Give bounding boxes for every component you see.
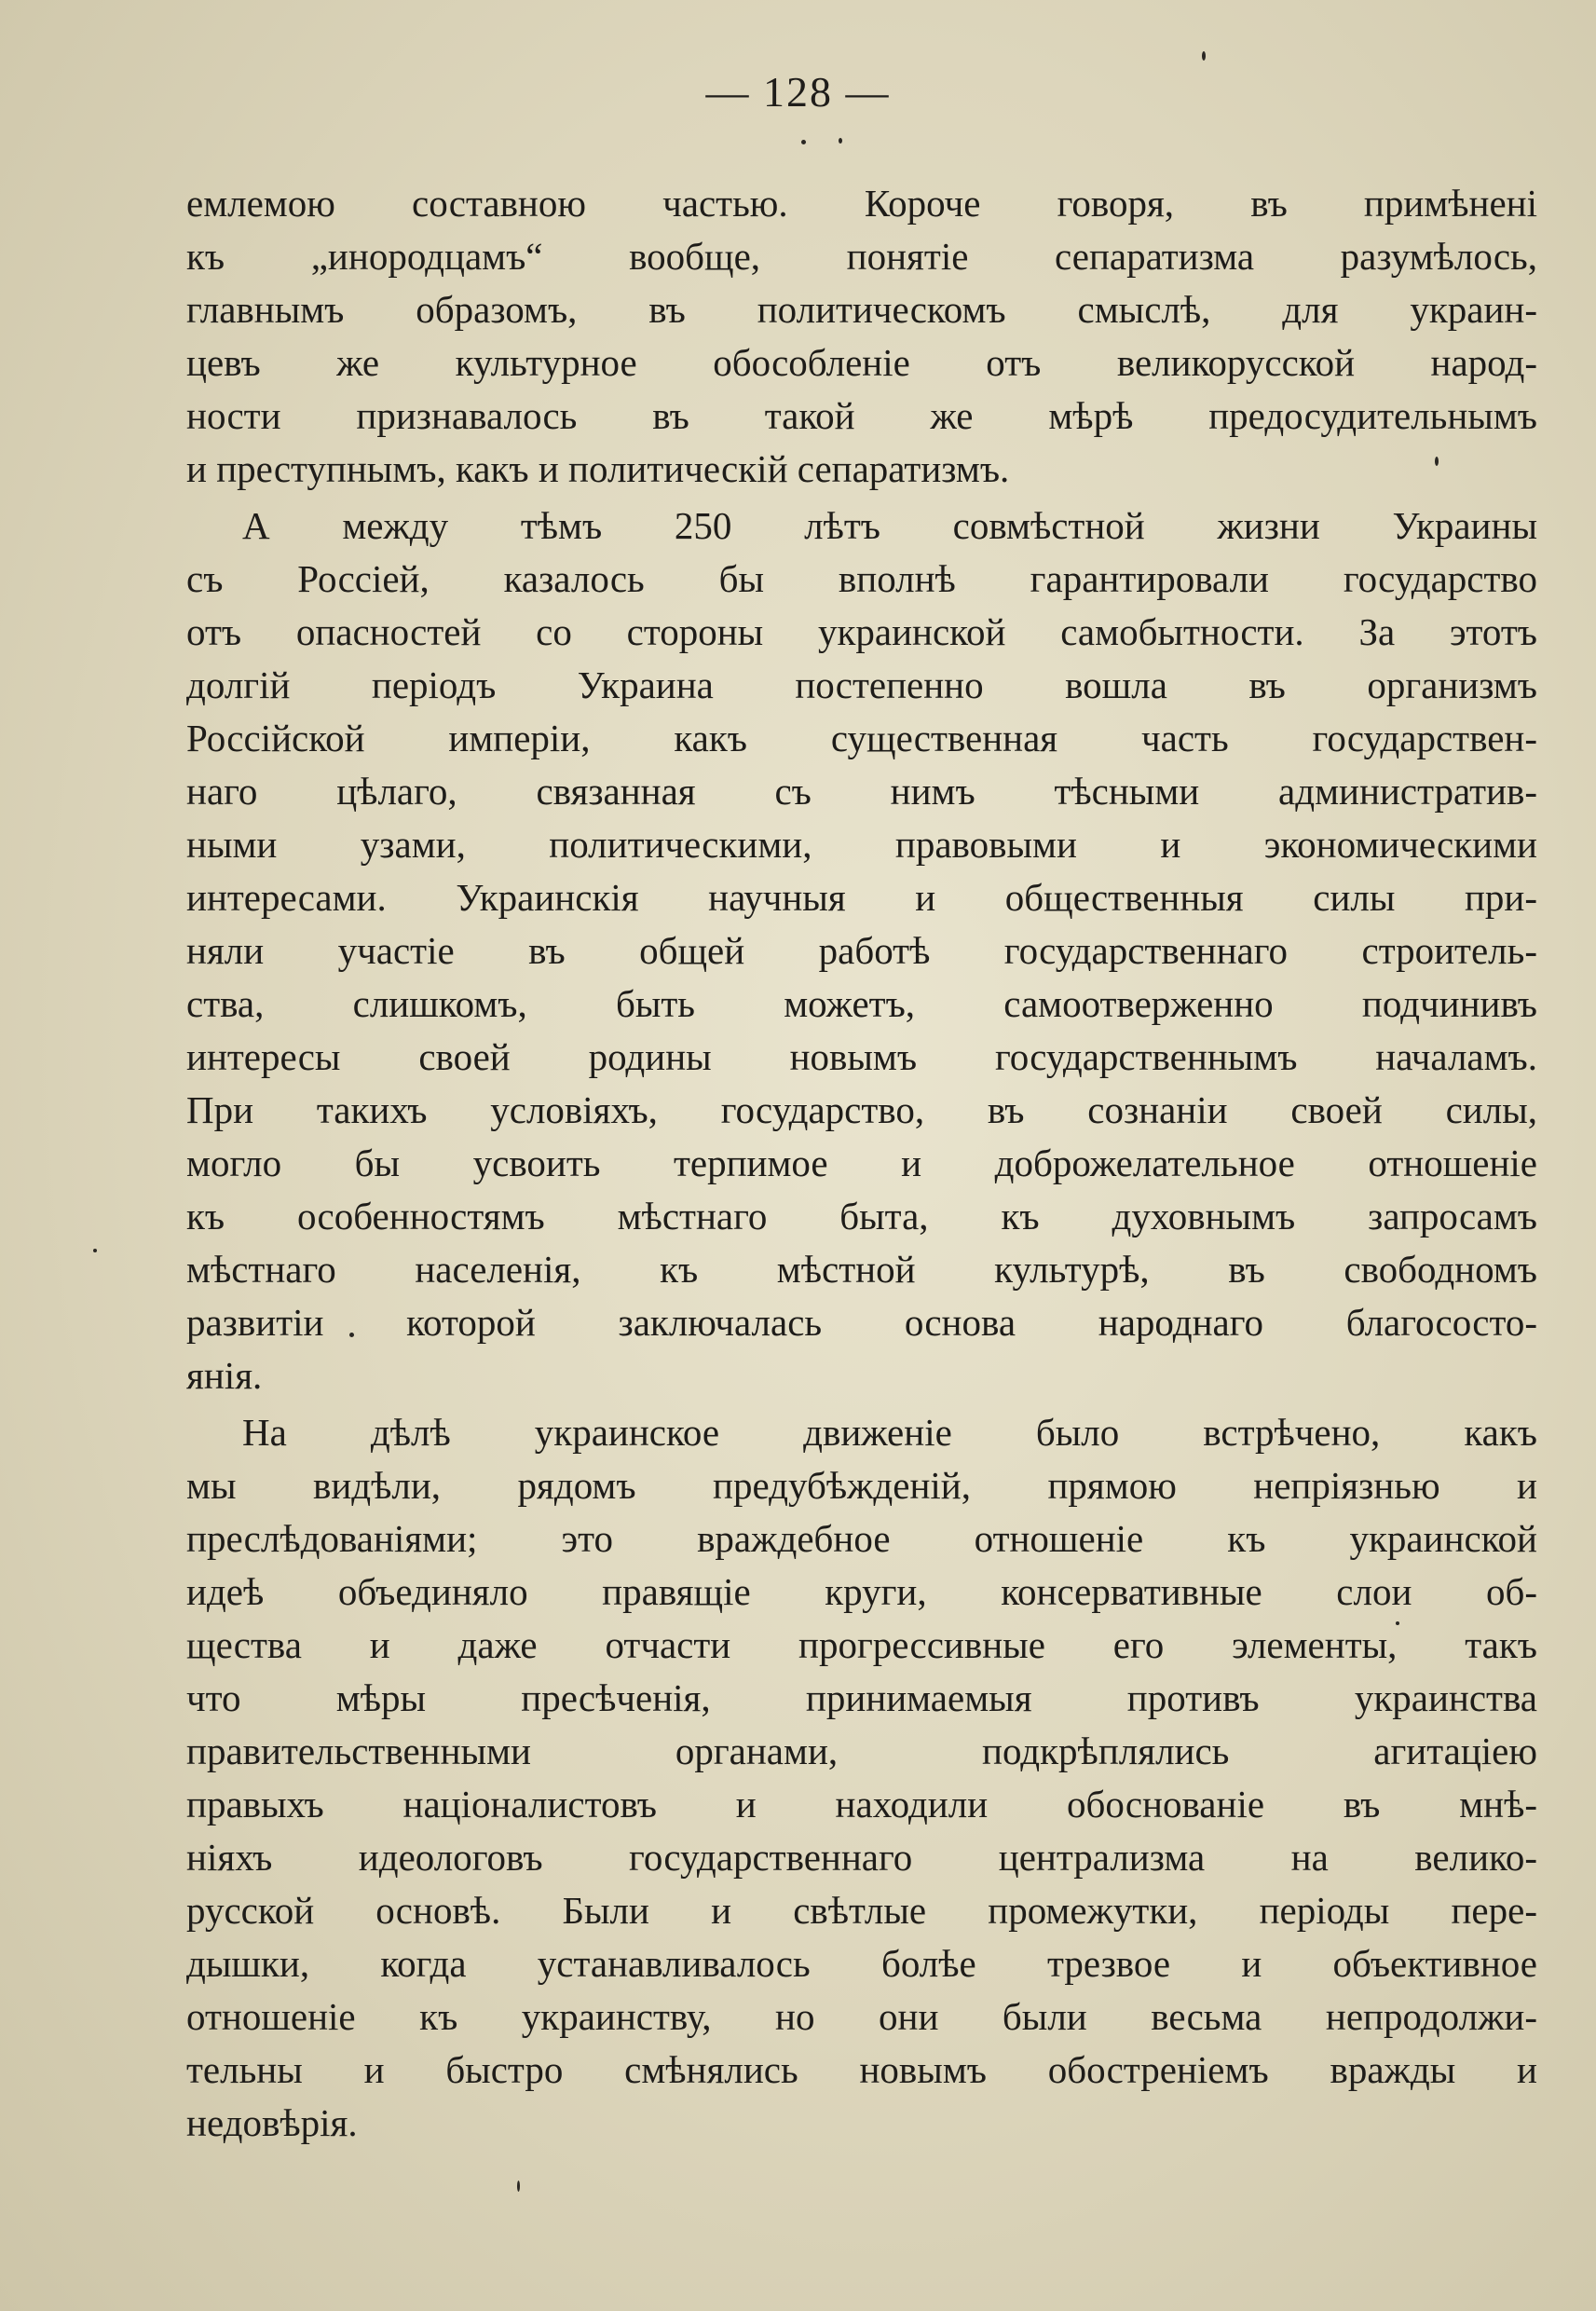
page-number: — 128 — xyxy=(705,68,891,116)
text-line: щества и даже отчасти прогрессивные его элементы, такъ xyxy=(186,1623,1537,1666)
text-line: ніяхъ идеологовъ государственнаго централизма на велико- xyxy=(186,1836,1537,1879)
text-line: емлемою составною частью. Короче говоря, въ примѣнені xyxy=(186,182,1537,225)
text-line: главнымъ образомъ, въ политическомъ смыслѣ, для украин- xyxy=(186,288,1537,331)
text-line: А между тѣмъ 250 лѣтъ совмѣстной жизни Украины xyxy=(242,504,1537,547)
text-line: идеѣ объединяло правящіе круги, консервативные слои об- xyxy=(186,1570,1537,1613)
scan-speck xyxy=(517,2181,520,2192)
scan-speck xyxy=(1202,51,1206,61)
scan-speck xyxy=(93,1249,97,1252)
text-line: ства, слишкомъ, быть можетъ, самоотверженно подчинивъ xyxy=(186,982,1537,1025)
text-line: къ особенностямъ мѣстнаго быта, къ духовнымъ запросамъ xyxy=(186,1195,1537,1238)
text-line: долгій періодъ Украина постепенно вошла въ организмъ xyxy=(186,663,1537,706)
text-line: няли участіе въ общей работѣ государственнаго строитель- xyxy=(186,929,1537,972)
text-line: тельны и быстро смѣнялись новымъ обостреніемъ вражды и xyxy=(186,2048,1537,2091)
paragraph xyxy=(186,1406,1537,2150)
text-line: къ „инородцамъ“ вообще, понятіе сепаратизма разумѣлось, xyxy=(186,235,1537,278)
scan-speck xyxy=(839,138,842,144)
text-line: мѣстнаго населенія, къ мѣстной культурѣ, въ свободномъ xyxy=(186,1248,1537,1291)
text-line: правыхъ націоналистовъ и находили обоснованіе въ мнѣ- xyxy=(186,1783,1537,1826)
body-text xyxy=(186,177,1537,2150)
text-line: янія. xyxy=(186,1354,263,1397)
paragraph xyxy=(186,499,1537,1402)
text-line: недовѣрія. xyxy=(186,2101,358,2144)
text-line: могло бы усвоить терпимое и доброжелательное отношеніе xyxy=(186,1142,1537,1184)
text-line: русской основѣ. Были и свѣтлые промежутки, періоды пере- xyxy=(186,1889,1537,1932)
text-line: и преступнымъ, какъ и политическій сепаратизмъ. xyxy=(186,447,1010,490)
text-line: интересы своей родины новымъ государственнымъ началамъ. xyxy=(186,1035,1537,1078)
text-line: отъ опасностей со стороны украинской самобытности. За этотъ xyxy=(186,610,1537,653)
scan-speck xyxy=(801,140,806,144)
text-line: ными узами, политическими, правовыми и экономическими xyxy=(186,823,1537,866)
text-line: мы видѣли, рядомъ предубѣжденій, прямою непріязнью и xyxy=(186,1464,1537,1507)
text-line: преслѣдованіями; это враждебное отношеніе къ украинской xyxy=(186,1517,1537,1560)
text-line: интересами. Украинскія научныя и общественныя силы при- xyxy=(186,876,1537,919)
text-line: съ Россіей, казалось бы вполнѣ гарантировали государство xyxy=(186,557,1537,600)
paragraph xyxy=(186,177,1537,496)
text-line: отношеніе къ украинству, но они были весьма непродолжи- xyxy=(186,1995,1537,2038)
text-line: что мѣры пресѣченія, принимаемыя противъ украинства xyxy=(186,1676,1537,1719)
text-line: Россійской имперіи, какъ существенная часть государствен- xyxy=(186,717,1537,759)
text-line: развитіи которой заключалась основа народнаго благососто- xyxy=(186,1301,1537,1344)
text-line: При такихъ условіяхъ, государство, въ сознаніи своей силы, xyxy=(186,1088,1537,1131)
text-line: дышки, когда устанавливалось болѣе трезвое и объективное xyxy=(186,1942,1537,1985)
text-line: ности признавалось въ такой же мѣрѣ предосудительнымъ xyxy=(186,394,1537,437)
text-line: цевъ же культурное обособленіе отъ великорусской народ- xyxy=(186,341,1537,384)
text-line: наго цѣлаго, связанная съ нимъ тѣсными административ- xyxy=(186,770,1537,813)
text-line: правительственными органами, подкрѣплялись агитаціею xyxy=(186,1730,1537,1772)
text-line: На дѣлѣ украинское движеніе было встрѣчено, какъ xyxy=(242,1411,1537,1454)
